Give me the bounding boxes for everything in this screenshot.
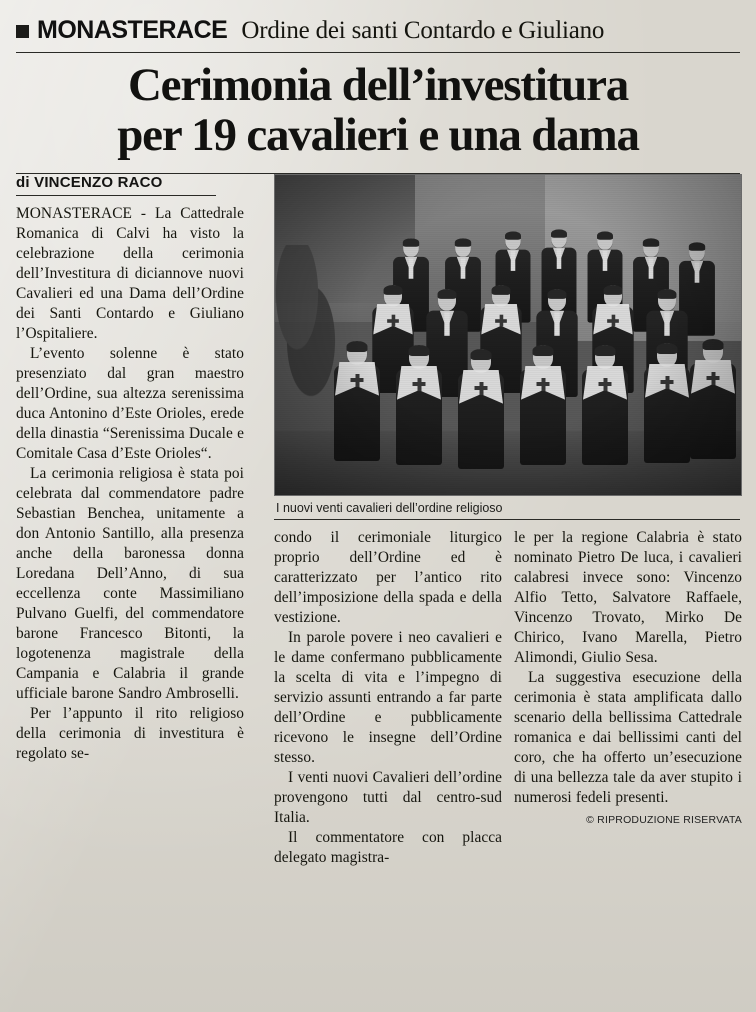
column-middle [274, 528, 502, 868]
article-photo [274, 174, 742, 496]
paragraph: La suggestiva esecuzione della cerimonia è stata amplificata dallo scenario della bellissima Cattedrale romanica e dai bellissimi canti del coro, che ha offerto un’esecuzione di una bellezza tale da aver stupito i numerosi fedeli presenti. [514, 668, 742, 806]
lower-columns [274, 528, 740, 868]
kicker-row [16, 18, 740, 47]
page-title [16, 61, 740, 161]
photo-scene [275, 175, 741, 495]
column-last [514, 528, 742, 868]
lead-column [16, 174, 244, 764]
byline-prefix: di [16, 173, 30, 191]
photo-caption: I nuovi venti cavalieri dell’ordine religioso [274, 496, 740, 520]
paragraph: La cerimonia religiosa è stata poi celebrata dal commendatore padre Sebastian Benchea, unitamente a don Antonio Santillo, alla presenza anche della baronessa donna Loredana Dell’Anno, di sua eccellenza conte Massimiliano Pulvano Guelfi, del commendatore barone Francesco Bitonti, la logotenenza magistrale della Campania e Calabria il grande ufficiale barone Sandro Ambroselli. [16, 464, 244, 702]
byline [16, 174, 244, 195]
headline-line-1: Cerimonia dell’investitura [127, 59, 629, 111]
kicker-place: MONASTERACE [37, 16, 228, 44]
copyright-note: © RIPRODUZIONE RISERVATA [586, 813, 742, 826]
headline-line-2: per 19 cavalieri e una dama [117, 108, 639, 161]
divider-top [16, 52, 740, 53]
photo-block [274, 174, 740, 868]
paragraph: I venti nuovi Cavalieri dell’ordine provengono tutti dal centro-sud Italia. [274, 768, 502, 826]
paragraph: In parole povere i neo cavalieri e le dame confermano pubblicamente la scelta di vita e l’impegno di servizio assunti entrando a far parte dell’Ordine e pubblicamente ricevono le insegne dell’Ordine stesso. [274, 628, 502, 766]
kicker-square-icon [16, 25, 29, 38]
paragraph: Il commentatore con placca delegato magistra- [274, 828, 502, 866]
kicker-subtitle: Ordine dei santi Contardo e Giuliano [241, 17, 605, 44]
paragraph: Per l’appunto il rito religioso della cerimonia di investitura è regolato se- [16, 705, 244, 763]
paragraph: condo il cerimoniale liturgico proprio dell’Ordine ed è caratterizzato per l’antico rito dell’imposizione della spada e della vestizione. [274, 528, 502, 626]
paragraph: L’evento solenne è stato presenziato dal gran maestro dell’Ordine, sua altezza serenissima duca Antonino d’Este Orioles, erede della dinastia “Serenissima Ducale e Comitale Casa d’Este Orioles“. [16, 344, 244, 462]
article-top-area [16, 174, 740, 868]
paragraph: MONASTERACE - La Cattedrale Romanica di Calvi ha visto la celebrazione della cerimonia dell’Investitura di diciannove nuovi Cavalieri ed una Dama dell’Ordine dei Santi Contardo e Giuliano l’Ospitaliere. [16, 204, 244, 342]
byline-author: VINCENZO RACO [34, 173, 163, 191]
divider-byline [16, 195, 216, 196]
paragraph: le per la regione Calabria è stato nominato Pietro De luca, i cavalieri calabresi invece sono: Vincenzo Alfio Tetto, Salvatore Raffaele, Vincenzo Trovato, Mirko De Chirico, Ivano Marella, Pietro Alimondi, Giulio Sesa. [514, 528, 742, 666]
photo-vignette [275, 175, 741, 495]
